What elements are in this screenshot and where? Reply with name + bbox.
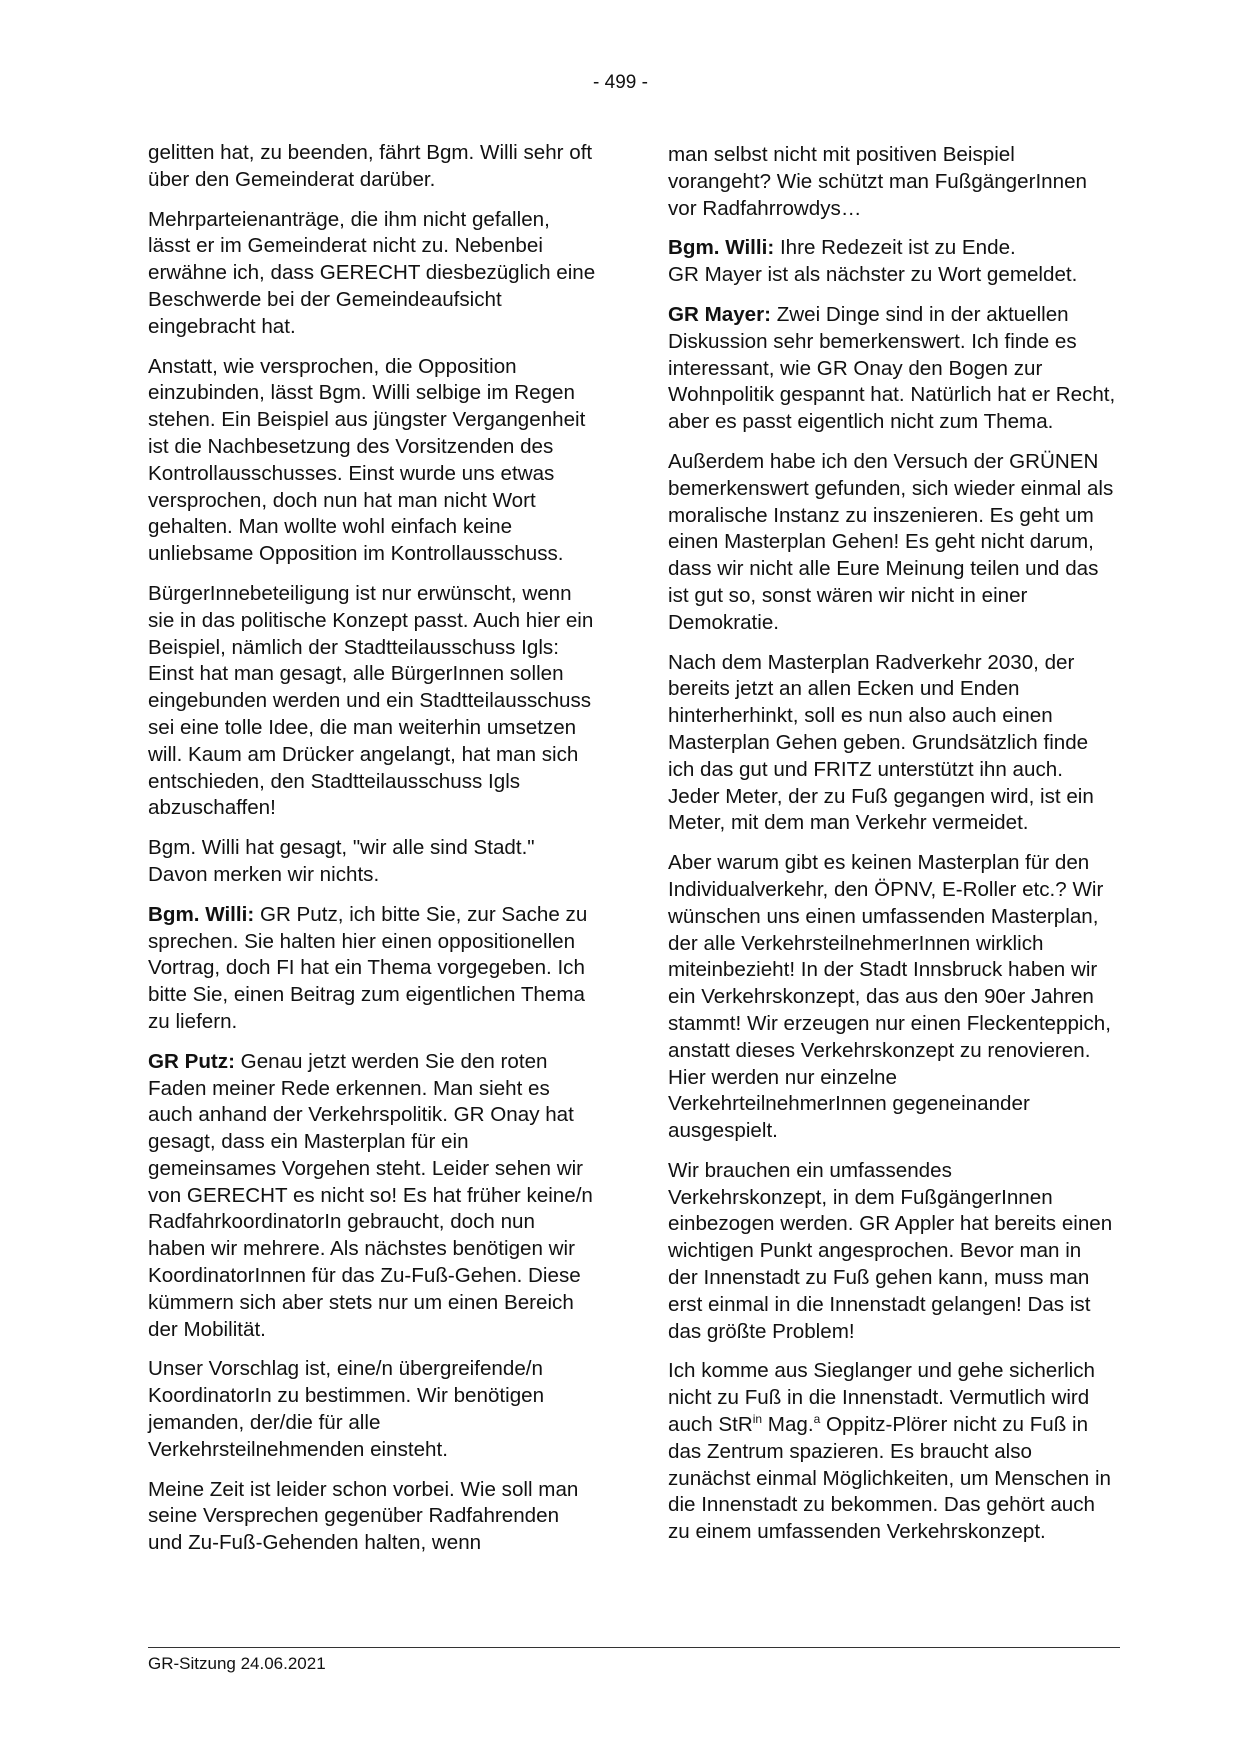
speaker-name: Bgm. Willi:	[148, 902, 255, 926]
speech-text: Ihre Redezeit ist zu Ende.	[774, 236, 1016, 260]
speech-text: Zwei Dinge sind in der aktuellen Diskussion sehr bemerkenswert. Ich finde es interessant, wie GR Onay den Bogen zur Wohnpolitik gespannt hat. Natürlich hat er Recht, aber es passt eigentlich nicht zum Thema.	[668, 302, 1116, 434]
text-run: Mag.	[762, 1413, 814, 1437]
paragraph: Nach dem Masterplan Radverkehr 2030, der bereits jetzt an allen Ecken und Enden hinterherhinkt, soll es nun also auch einen Masterplan Gehen geben. Grundsätzlich finde ich das gut und FRITZ unterstützt ihn auch. Jeder Meter, der zu Fuß gegangen wird, ist ein Meter, mit dem man Verkehr vermeidet.	[668, 650, 1094, 835]
text-run: Oppitz-Plörer nicht zu Fuß in das Zentrum spazieren. Es braucht also zunächst einmal Möglichkeiten, um Menschen in die Innenstadt zu bekommen. Das gehört auch zu einem umfassenden Verkehrskonzept.	[668, 1413, 1111, 1544]
paragraph: Aber warum gibt es keinen Masterplan für den Individualverkehr, den ÖPNV, E-Roller etc.? Wir wünschen uns einen umfassenden Masterplan, der alle VerkehrsteilnehmerInnen wirklich miteinbezieht! In der Stadt Innsbruck haben wir ein Verkehrskonzept, das aus den 90er Jahren stammt! Wir erzeugen nur einen Fleckenteppich, anstatt dieses Verkehrskonzept zu renovieren. Hier werden nur einzelne VerkehrteilnehmerInnen gegeneinander ausgespielt.	[668, 851, 1111, 1143]
speech-paragraph	[668, 302, 1116, 436]
paragraph: Außerdem habe ich den Versuch der GRÜNEN bemerkenswert gefunden, sich wieder einmal als moralische Instanz zu inszenieren. Es geht um einen Masterplan Gehen! Es geht nicht darum, dass wir nicht alle Eure Meinung teilen und das ist gut so, sonst wären wir nicht in einer Demokratie.	[668, 449, 1114, 634]
paragraph: Wir brauchen ein umfassendes Verkehrskonzept, in dem FußgängerInnen einbezogen werden. GR Appler hat bereits einen wichtigen Punkt angesprochen. Bevor man in der Innenstadt zu Fuß gehen kann, muss man erst einmal in die Innenstadt gelangen! Das ist das größte Problem!	[668, 1158, 1113, 1343]
paragraph: Bgm. Willi hat gesagt, "wir alle sind Stadt." Davon merken wir nichts.	[148, 836, 535, 886]
paragraph	[668, 1358, 1116, 1546]
superscript: in	[752, 1412, 763, 1427]
text-run: Ich komme aus Sieglanger und gehe sicherlich nicht zu Fuß in die Innenstadt. Vermutlich wird auch StR	[668, 1359, 1095, 1437]
speech-paragraph	[148, 1049, 596, 1344]
speech-paragraph	[668, 235, 1116, 289]
left-column	[148, 140, 596, 1570]
right-column	[668, 142, 1116, 1559]
speaker-name: Bgm. Willi:	[668, 236, 775, 260]
paragraph: Anstatt, wie versprochen, die Opposition einzubinden, lässt Bgm. Willi selbige im Regen stehen. Ein Beispiel aus jüngster Vergangenheit ist die Nachbesetzung des Vorsitzenden des Kontrollausschusses. Einst wurde uns etwas versprochen, doch nun hat man nicht Wort gehalten. Man wollte wohl einfach keine unliebsame Opposition im Kontrollausschuss.	[148, 354, 586, 566]
speech-text: Genau jetzt werden Sie den roten Faden meiner Rede erkennen. Man sieht es auch anhand der Verkehrspolitik. GR Onay hat gesagt, dass ein Masterplan für ein gemeinsames Vorgehen steht. Leider sehen wir von GERECHT es nicht so! Es hat früher keine/n RadfahrkoordinatorIn gebraucht, doch nun haben wir mehrere. Als nächstes benötigen wir KoordinatorInnen für das Zu-Fuß-Gehen. Diese kümmern sich aber stets nur um einen Bereich der Mobilität.	[148, 1049, 593, 1341]
speech-text: GR Mayer ist als nächster zu Wort gemeldet.	[668, 263, 1078, 287]
footer-text: GR-Sitzung 24.06.2021	[148, 1654, 326, 1673]
paragraph: gelitten hat, zu beenden, fährt Bgm. Willi sehr oft über den Gemeinderat darüber.	[148, 141, 593, 191]
paragraph: man selbst nicht mit positiven Beispiel vorangeht? Wie schützt man FußgängerInnen vor Radfahrrowdys…	[668, 143, 1087, 220]
speaker-name: GR Putz:	[148, 1049, 235, 1073]
paragraph: Mehrparteienanträge, die ihm nicht gefallen, lässt er im Gemeinderat nicht zu. Nebenbei erwähne ich, dass GERECHT diesbezüglich eine Beschwerde bei der Gemeindeaufsicht eingebracht hat.	[148, 207, 596, 338]
paragraph: BürgerInnebeteiligung ist nur erwünscht, wenn sie in das politische Konzept passt. Auch hier ein Beispiel, nämlich der Stadtteilausschuss Igls: Einst hat man gesagt, alle BürgerInnen sollen eingebunden werden und ein Stadtteilausschuss sei eine tolle Idee, die man weiterhin umsetzen will. Kaum am Drücker angelangt, hat man sich entschieden, den Stadtteilausschuss Igls abzuschaffen!	[148, 581, 594, 820]
speech-paragraph	[148, 902, 596, 1036]
paragraph: Meine Zeit ist leider schon vorbei. Wie soll man seine Versprechen gegenüber Radfahrenden und Zu-Fuß-Gehenden halten, wenn	[148, 1477, 579, 1555]
paragraph: Unser Vorschlag ist, eine/n übergreifende/n KoordinatorIn zu bestimmen. Wir benötigen jemanden, der/die für alle Verkehrsteilnehmenden einsteht.	[148, 1357, 545, 1461]
speech-text: GR Putz, ich bitte Sie, zur Sache zu sprechen. Sie halten hier einen oppositionellen Vortrag, doch FI hat ein Thema vorgegeben. Ich bitte Sie, einen Beitrag zum eigentlichen Thema zu liefern.	[148, 902, 588, 1033]
page-number: - 499 -	[593, 72, 648, 93]
footer-divider	[148, 1647, 1120, 1648]
speaker-name: GR Mayer:	[668, 302, 771, 326]
superscript: a	[813, 1412, 821, 1427]
